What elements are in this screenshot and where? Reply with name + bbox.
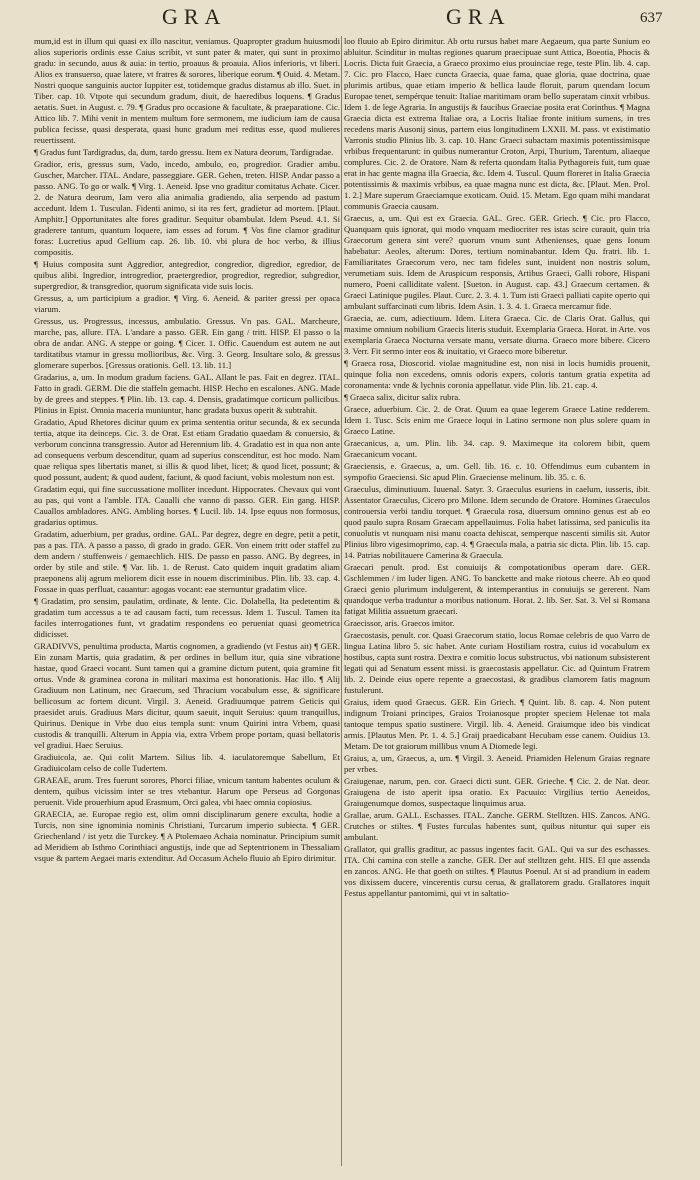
dictionary-entry: ¶ Graeca salix, dicitur salix rubra. <box>344 392 461 402</box>
dictionary-entry: Gressus, a, um participium a gradior. ¶ Virg. 6. Aeneid. & pariter gressi per opaca viarum. <box>34 293 340 314</box>
dictionary-entry: Graeciensis, e. Graecus, a, um. Gell. lib. 16. c. 10. Offendimus eum cubantem in sympofio Graeciensi. Sic apud Plin. Graeciense melinum. lib. 35. c. 6. <box>344 461 650 482</box>
dictionary-entry: Grallator, qui grallis graditur, ac passus ingentes facit. GAL. Qui va sur des eschasses. ITA. Chi camina con stelle a zanche. GER. Der auf stelltzen geht. HIS. El que assenda en zancos. ANG. He that goeth on stiltes. ¶ Plautus Poenul. At si ad prandium in eadem vos dixissem ducere, vincerentis cursu cerua, & grallatorem gradu. Grallatores inquit Festus appellantur pantomimi, qui vt in saltatio- <box>344 844 650 898</box>
dictionary-entry: Graecanicus, a, um. Plin. lib. 34. cap. 9. Maximeque ita colorem bibit, quem Graecanicum vocant. <box>344 438 650 459</box>
dictionary-entry: Grallae, arum. GALL. Eschasses. ITAL. Zanche. GERM. Stelltzen. HIS. Zancos. ANG. Crutches or stiltes. ¶ Fustes furculas habentes sunt, quibus nituntur qui super eis ambulant. <box>344 810 650 842</box>
dictionary-entry: Graeculus, diminutiuum. Iuuenal. Satyr. 3. Graeculus esuriens in caelum, iusseris, ibit. Assentator Graeculus, Cicero pro Milone. Idem secundo de Oratore. Homines Graeculos controuersia verbi tandiu torquet. ¶ Graecula rosa, diuersum omnino genus est ab eo quod paulo supra Rosam Graecam appellauimus. Folia habet latissima, sed paniculis ita conuolutis vt nunquam nisi manu coacta dehiscat, semperque nascenti similis sit. Autor Plinius libro vigesimoprimo, cap. 4. ¶ Graecula mala, a patria sic dicta. Plin. lib. 15. cap. 14. Patrias nobilitauere Camerina & Graecula. <box>344 484 650 560</box>
dictionary-entry: Gradatio, Apud Rhetores dicitur quum ex prima sententia oritur secunda, & ex secunda tertia, atque ita deinceps. Cic. 3. de Orat. Est etiam Gradatio quaedam & conuersio, & verborum concinna transgressio. Autor ad Herennium lib. 4. Gradatio est in qua non ante ad consequens verbum descenditur, quam ad superius conscenditur, est hoc modo. Nam quae reliqua spes libertatis manet, si illis & quod libet, licet; & quod licet, possunt; & quod possunt, audent; & quod audent, faciunt, & quod faciunt, vobis molestum non est. <box>34 417 340 482</box>
right-column <box>344 36 650 1176</box>
dictionary-entry: GRAECIA, ae. Europae regio est, olim omni disciplinarum genere exculta, hodie a Turcis, non sine ignominia nominis Christiani, Turcarum imperio subiecta. ¶ GER. Griechenland / ist yetz die Turckey. ¶ A Ptolemaeo Achaia nominatur. Principium sumit ad Meridiem ab Isthmo Corinthiaci angustijs, inde que ad Septentrionem in Thessaliam vsque & partem Aegaei maris extenditur. Ad Occasum Achelo fluuio ab Epiro dirimitur. <box>34 809 340 863</box>
page-number: 637 <box>640 10 663 26</box>
dictionary-entry: Graiugenae, narum, pen. cor. Graeci dicti sunt. GER. Grieche. ¶ Cic. 2. de Nat. deor. Graiugena de isto aperit ipsa oratio. Ex Pacuuio: Virgilius tertio Aeneidos, Graiugenumque domos, suspectaque linquimus arua. <box>344 776 650 808</box>
dictionary-entry: Gradatim equi, qui fine succussatione molliter incedunt. Hippocrates. Chevaux qui vont au pas, qui vont a l'amble. ITA. Caualli che vanno di passo. GER. Ein gang. HISP. Cauallos ambladores. ANG. Ambling horses. ¶ Lucil. lib. 14. Ipse equus non formosus, gradarius optimus. <box>34 484 340 527</box>
left-running-head: GRA <box>162 4 227 29</box>
dictionary-entry: Gradatim, aduerbium, per gradus, ordine. GAL. Par degrez, degre en degre, petit a petit, pas a pas. ITA. A passo a passo, di grado in grado. GER. Von einem tritt oder staffel zu dem andern / stuffenweis / gemaechlich. HIS. De passo en passo. ANG. By degrees, in order by stile and stile. ¶ Var. lib. 1. de Rerust. Cato quidem inquit gradatim aliam praeponens alij agrum meliorem dicit esse in nouem discriminibus. Plin. lib. 33. cap. 4. Fossae in quas perfluat, cauantur: agogas vocant: eae sternuntur gradatim vlice. <box>34 529 340 594</box>
dictionary-entry: ¶ Gradus funt Tardigradus, da, dum, tardo gressu. Item ex Natura deorum, Tardigradae. <box>34 147 334 157</box>
dictionary-entry: Graecia, ae. cum, adiectiuum. Idem. Litera Graeca. Cic. de Claris Orat. Gallus, qui maxime omnium nobilium Graecis literis studuit. Exemplaria Graeca. Horat. in Arte. vos exemplaria Graeca Nocturna versate manu, versate diurna. Graeco more bibere. Cicero 3. Verr. Fit sermo inter eos & inuitatio, vt Graeco more biberetur. <box>344 313 650 356</box>
left-column <box>34 36 340 1176</box>
dictionary-entry: mum,id est in illum qui quasi ex illo nascitur, veniamus. Quapropter gradum huiusmodi alios superioris ordinis esse Caius scribit, vt sunt pater & mater, qui sunt in proximo gradu: in secundo, auus & auia: in tertio, proauus & proauia. Alios inferioris, vt liberi. Alios ex transuerso, quae latere, vt fratres & sorores, liberique eorum. ¶ Ouid. 4. Metam. Nostri quoque sanguinis auctor Iuppiter est, totidemque gradus distamus ab illo. Suet. in Tiber. cap. 10. Vtpote qui secundum gradum, diuit, de haeredibus loquens. ¶ Gradus aetatis. Suet. in August. c. 79. ¶ Gradus pro occasione & facultate, & praeparatione. Cic. Attico lib. 7. Mihi venit in mentem multum fore sermonem, me iudicium iam de causa publica fecisse, quasi desperata, quasi hunc gradum mei reditus esse, quod mulieres reuertissent. <box>34 36 340 145</box>
dictionary-entry: ¶ Graeca rosa, Dioscorid. violae magnitudine est, non nisi in locis humidis prouenit, quinque folia non excedens, omnis odoris expers, coloris tantum gratia expetita ad coronamenta: vnde & lychnis coronia appellatur. vide Plin. lib. 21. cap. 4. <box>344 358 650 390</box>
dictionary-entry: loo fluuio ab Epiro dirimitur. Ab ortu rursus habet mare Aegaeum, qua parte Sunium eo abluitur. Scinditur in multas regiones quarum praecipuae sunt Attica, Boeotia, Phocis & Locris. Dicta fuit Graecia, a Graeco proximo eius prouinciae rege, teste Plin. lib. 4. cap. 7. Cic. pro Flacco, Haec cuncta Graecia, quae fama, quae gloria, quae doctrina, quae plurimis artibus, quae etiam imperio & bellica laude floruit, parum quendam locum Europae tenet, sempérque tenuit: Italiae maritimam oram bello superatam cinxit vrbibus. Idem 1. de lege Agraria. In angustijs & faucibus Graeciae posita erat Corinthus. ¶ Magna Graecia dicta est extrema Italiae ora, a Locris Italiae fronte initium sumens, in tres recedens maris Ausonij sinus, partem eius longitudinem LXXII. M. pass. vt existimatio Varronis studio Plinius lib. 3. cap. 10. Hanc Graeci subactam maximis potentissimisque vrbibus frequentarunt: in quibus numerantur Croton, Arpi, Thurium, Tarentum, aliaeque complures. Cic. 2. de Oratore. Nam & referta quondam Italia Pythagoreis fuit, tum quae erat in hac gente magna illa Graecia, &c. Idem 4. Tuscul. Quum floreret in Italia Graecia potentissimis & maximis vrbibus, ea quae magna nunc est dicta, &c. [Plaut. Men. Prol. 1. 2.] Mare superum Graeciamque exoticam. Ouid. 15. Metam. Ego quam mihi mandarat communis Graecia causam. <box>344 36 650 211</box>
dictionary-entry: Graecus, a, um. Qui est ex Graecia. GAL. Grec. GER. Griech. ¶ Cic. pro Flacco, Quanquam quis ignorat, qui modo vnquam mediocriter res istas scire curauit, quin tria Graecorum genera sint vere? quorum vnum sunt Athenienses, quae gens Ionum habebatur: Aeoles, alterum: Dores, tertium nominabantur. Idem Qu. fratri. lib. 1. Familiaritates Graecorum vero, nec tam fideles sunt, inuident non nostris solum, verumetiam suis. Idem de Aruspicum responsis, Artibus Graeci, Galli robore, Hispani numero, Poeni calliditate valent. [Sueton. in August. cap. 43.] Graecum certamen. & Graeci Latinique pugiles. Plaut. Curc. 2. 3. 4. 1. Tum isti Graeci palliati capite operto qui ambulant suffarcinati cum libris. Idem Asin. 1. 3. 4. 1. Graeca mercamur fide. <box>344 213 650 311</box>
dictionary-entry: GRADIVVS, penultima producta, Martis cognomen, a gradiendo (vt Festus ait) ¶ GER. Ein zunam Martis, quia gradatim, & per ordines in bellum itur, quia sine vibratione hastae, quod Graeci vocant. Sunt tamen qui a gramine dictum putent, quia gramine fit ortus. Vnde & graminea corona in militari maxima est honorationis. Hac illo. ¶ Alij Gradiuum non Latinum, nec Graecum, sed Thracium vocabulum esse, & significare bellicosum ac fortem dicunt. Virgil. 3. Aeneid. Gradiuumque patrem Geticis qui praesidet aruis. Gradiuus Mars dicitur, quum saeuit, inquit Seruius: quum tranquillus, Quirinus. Denique in Vrbe duo eius templa sunt: vnum Quirini intra Vrbem, quasi custodis & tranquilli. Alterum in Appia via, extra Vrbem prope portam, quasi bellatoris vel gradiui. Haec Seruius. <box>34 641 340 750</box>
dictionary-entry: Graius, a, um, Graecus, a, um. ¶ Virgil. 3. Aeneid. Priamiden Helenum Graias regnare per vrbes. <box>344 753 650 774</box>
column-divider <box>341 36 342 1166</box>
dictionary-entry: Graecari penult. prod. Est conuiuijs & compotationibus operam dare. GER. Gschlemmen / im luder ligen. ANG. To banckette and make riotous cheere. Ab eo quod Graeci genio plurimum indulgerent, & intemperantius in conuiuijs se gererent. Nam quandoque verba traduntur a moribus nationum. Horat. 2. lib. Ser. Sat. 3. Vel si Romana fatigat Militia assuetum graecari. <box>344 562 650 616</box>
dictionary-entry: Graece, aduerbium. Cic. 2. de Orat. Quum ea quae legerem Graece Latine redderem. Idem 1. Tusc. Scis enim me Graece loqui in Latino sermone non plus solere quam in Graeco Latine. <box>344 404 650 436</box>
dictionary-entry: Gradarius, a, um. In modum gradum faciens. GAL. Allant le pas. Fait en degrez. ITAL. Fatto in gradi. GERM. Die die staffeln gemacht. HISP. Hecho en escalones. ANG. Made by de grees and steppes. ¶ Plin. lib. 13. cap. 4. Densis, gradatimque corticum pollicibus. Plinius in Epist. Omnia maceria muniuntur, hanc gradata buxus operit & subtrahit. <box>34 372 340 415</box>
dictionary-entry: Graius, idem quod Graecus. GER. Ein Griech. ¶ Quint. lib. 8. cap. 4. Non putent indignum Troiani principes, Graios Troianosque propter speciem Helenae tot mala tantoque tempus spatio sustinere. Virgil. lib. 4. Aeneid. Graiumque ideo bis vindicat armis. [Plautus Men. Pr. 1. 4. 5.] Graij praedicabant Hecubam esse canem. Ouidius 13. Metam. De tot graiorum millibus vnum A Diomede legi. <box>344 697 650 751</box>
dictionary-entry: Gradiuicola, ae. Qui colit Martem. Silius lib. 4. iaculatoremque Sabellum, Et Gradiuicolam celso de colle Tudertem. <box>34 752 340 773</box>
dictionary-entry: ¶ Gradatim, pro sensim, paulatim, ordinate, & lente. Cic. Dolabella, Ita pedetentim & gradatim tum accessus a te ad causam facti, tum recessus. Idem 1. Tuscul. Tamen ita faciles interrogationes funt, vt gradatim respondens eo perueniat quasi geometrica didicisset. <box>34 596 340 639</box>
dictionary-entry: Graecostasis, penult. cor. Quasi Graecorum statio, locus Romae celebris de quo Varro de lingua Latina libro 5. sic habet. Ante curiam Hostiliam rostra, cuius id vocabulum ex hostibus, capta sunt rostra. Dextra e comitio locus substructus, vbi nationum subsisterent legati qui ad Senatum essent missi. is graecostasis appellatur. Cic. ad Quintum Fratrem lib. 2. Deinde eius opere repente a graecostasi, & gradibus clamorem fatis magnum fustulerunt. <box>344 630 650 695</box>
dictionary-entry: GRAEAE, arum. Tres fuerunt sorores, Phorci filiae, vnicum tantum habentes oculum & dentem, quibus vicissim inter se tres vtebantur. Harum ope Perseus ad Gorgonas peruenit. Vide prouerbium apud Erasmum, Orci galea, vbi haec omnia copiosius. <box>34 775 340 807</box>
page-header <box>0 4 700 34</box>
dictionary-entry: Graecissor, aris. Graecos imitor. <box>344 618 455 628</box>
dictionary-entry: Gradior, eris, gressus sum, Vado, incedo, ambulo, eo, progredior. Gradier ambu. Guscher, Marcher. ITAL. Andare, passeggiare. GER. Gehen, treten. HISP. Andar passo a passo. ANG. To go or walk. ¶ Virg. 1. Aeneid. Ipse vno graditur comitatus Achate. Cicer. 2. de Natura deorum, Iam vero alia animalia gradiendo, alia serpendo ad pastum accedunt. Idem 1. Tusculan. Fidenti animo, si ita res fert, gradietur ad mortem. [Plaut. Amphitr.] Opportunitates alte fores graditur. Sequitur obambulat. Idem Pseud. 4.1. Si graderere tantum, quantum loquere, iam esses ad forum. ¶ Vos fine clamor graditur foras: Lucretius apud Gellium cap. 26. lib. 10. vbi plura de hoc verbo, & illius compositis. <box>34 159 340 257</box>
right-running-head: GRA <box>446 4 511 29</box>
dictionary-entry: Gressus, us. Progressus, incessus, ambulatio. Gressus. Vn pas. GAL. Marcheure, marche, pas, allure. ITA. L'andare a passo. GER. Ein gang / tritt. HISP. El passo o la obra de andar. ANG. A steppe or going. ¶ Cicer. 1. Offic. Cauendum est autem ne aut tarditatibus vtamur in gressu mollioribus, &c. Virg. 3. Georg. Insultare solo, & gressus glomerare superbos. [Gressus orationis. Gell. 13. lib. 11.] <box>34 316 340 370</box>
dictionary-entry: ¶ Huius composita sunt Aggredior, antegredior, congredior, digredior, egredior, de quibus alibi. Ingredior, introgredior, praetergredior, progredior, regredior, subgredior, supergredior, & transgredior, quorum significata vide suis locis. <box>34 259 340 291</box>
